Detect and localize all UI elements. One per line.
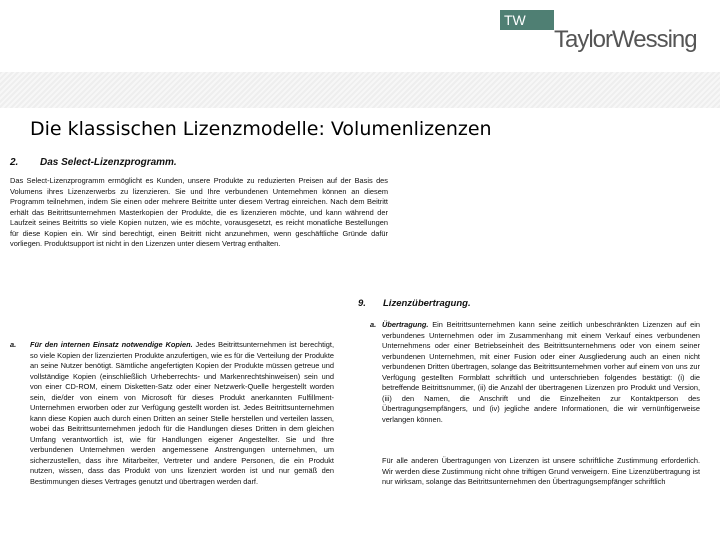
section-2-paragraph: Das Select-Lizenzprogramm ermöglicht es Kunden, unsere Produkte zu reduzierten Preisen auf der Basis des Volumens ihres Lizenzerwerbs zu lizenzieren. Sie und Ihre verbundenen Unternehmen können an diesem Programm teilnehmen, indem Sie einen oder mehrere Beitritte unter diesem Vertrag einreichen. Nach dem Beitritt erhält das Beitrittsunternehmen Masterkopien der Produkte, die es lizenzieren möchte, und kann während der Laufzeit seines Beitritts so viele Kopien nutzen, wie es möchte, vorausgesetzt, es reicht monatliche Bestellungen für diese Kopien ein. Wir sind berechtigt, einen Beitritt nicht anzunehmen, wenn geschäftliche Gründe dafür vorliegen. Produktsupport ist nicht in den Lizenzen unter diesem Vertrag enthalten.	[10, 176, 388, 248]
logo-wordmark: TaylorWessing	[554, 26, 697, 53]
clause-text: Ein Beitrittsunternehmen kann seine zeitlich unbeschränkten Lizenzen auf ein verbundenes Unternehmen oder im Zusammenhang mit einem Verkauf eines verbundenen Unternehmens oder einer Betriebseinheit des Beitrittsunternehmens oder von einem seiner verbundenen Unternehmen, mit einer Fusion oder einer Ausgliederung auch an einen nicht verbundenen Dritten übertragen, solange das Beitrittsunternehmen vorher auf einem von uns zur Verfügung gestellten Formblatt schriftlich und unterschrieben folgendes bestätigt: (i) die betreffende Beitrittsnummer, (ii) die Anzahl der übertragenen Lizenzen pro Produkt und Version, (iii) den Namen, die Anschrift und die Einzelheiten zur Kontaktperson des Übertragungsempfängers, und (iv) jegliche andere Informationen, die wir vernünftigerweise verlangen können.	[382, 320, 700, 424]
transfer-consent-paragraph: Für alle anderen Übertragungen von Lizenzen ist unsere schriftliche Zustimmung erforderlich. Wir werden diese Zustimmung nicht ohne triftigen Grund verweigern. Eine Lizenzübertragung ist nur wirksam, solange das Beitrittsunternehmen den Übertragungsempfänger schriftlich	[382, 456, 700, 486]
section-number: 9.	[358, 298, 366, 309]
logo-mark: TW	[500, 10, 554, 30]
clause-marker: a.	[370, 320, 377, 329]
clause-marker: a.	[10, 340, 17, 349]
clause-body	[30, 340, 334, 487]
clause-text: Jedes Beitrittsunternehmen ist berechtigt, so viele Kopien der lizenzierten Produkte anzufertigen, wie es für die Verteilung der Produkte an seine Nutzer benötigt. Sämtliche angefertigten Kopien der Produkte müssen getreue und vollständige Kopien (einschließlich Urheberrechts- und Markenrechtshinweisen) sein und von einer CD-ROM, einem Disketten-Satz oder einer Netzwerk-Quelle hergestellt worden sein, die/der von einem von Microsoft für dieses Produkt anerkannten Fulfillment-Unternehmen erworben oder zur Verfügung gestellt worden ist. Jedes Beitrittsunternehmen kann diese Kopien auch durch einen Dritten an seiner Stelle herstellen und verteilen lassen, wobei das Beitrittsunternehmen jedoch für die Handlungen dieses Dritten in dem gleichen Umfang verantwortlich ist, wie für Handlungen eigener Angestellter. Sie und Ihre verbundenen Unternehmen werden angemessene Anstrengungen unternehmen, um sicherzustellen, dass ihre Mitarbeiter, Vertreter und andere Personen, die ein Produkt nutzen, wissen, dass das Produkt von uns lizenziert worden ist und nur gemäß den Bestimmungen dieses Vertrages genutzt und übertragen werden darf.	[30, 340, 334, 486]
slide-title: Die klassischen Lizenzmodelle: Volumenlizenzen	[30, 118, 492, 140]
clause-body	[382, 320, 700, 425]
clause-a-transfer	[370, 320, 700, 442]
header-band	[0, 72, 720, 108]
clause-heading: Übertragung.	[382, 320, 429, 329]
clause-heading: Für den internen Einsatz notwendige Kopien.	[30, 340, 193, 349]
section-heading-text: Das Select-Lizenzprogramm.	[40, 157, 177, 168]
clause-a-internal-copies	[10, 340, 334, 520]
section-2-heading	[10, 157, 177, 168]
section-heading-text: Lizenzübertragung.	[383, 298, 471, 309]
section-9-heading	[358, 298, 471, 309]
section-number: 2.	[10, 157, 19, 168]
